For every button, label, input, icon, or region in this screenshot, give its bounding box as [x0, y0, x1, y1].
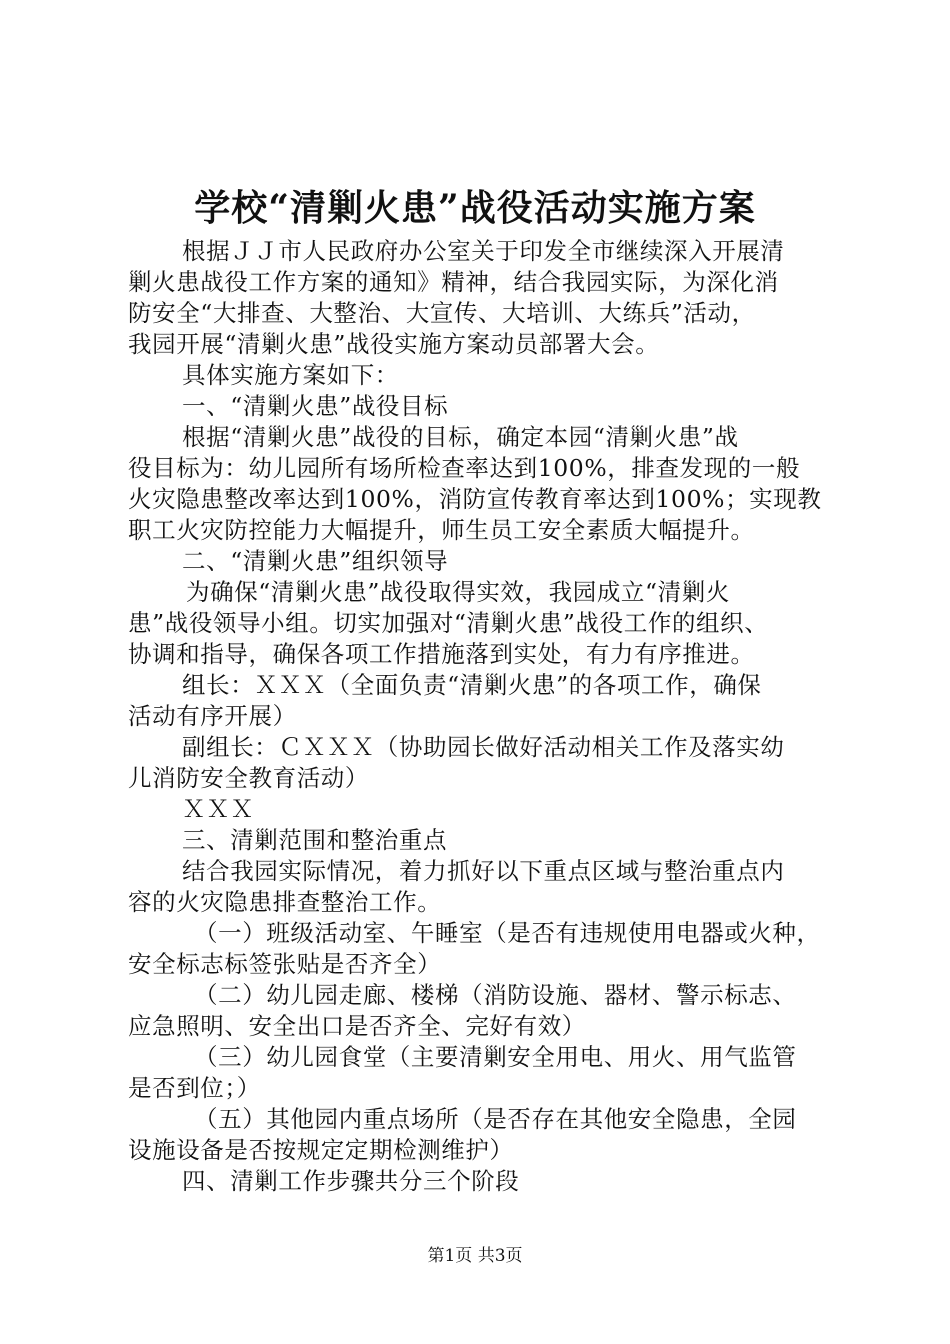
paragraph-line: 组长：ＸＸＸ（全面负责“清剿火患”的各项工作，确保 [182, 671, 762, 699]
paragraph-line: 役目标为：幼儿园所有场所检查率达到100%，排查发现的一般 [128, 454, 801, 482]
paragraph-line: 儿消防安全教育活动） [128, 764, 369, 792]
paragraph-line: 结合我园实际情况，着力抓好以下重点区域与整治重点内 [182, 857, 785, 885]
section-heading: 三、清剿范围和整治重点 [182, 826, 448, 854]
paragraph-line: 我园开展“清剿火患”战役实施方案动员部署大会。 [128, 330, 660, 358]
section-heading: 一、“清剿火患”战役目标 [182, 392, 449, 420]
paragraph-line: ＸＸＸ [182, 795, 255, 823]
paragraph-line: 剿火患战役工作方案的通知》精神，结合我园实际，为深化消 [128, 268, 779, 296]
paragraph-line: 防安全“大排查、大整治、大宣传、大培训、大练兵”活动， [128, 299, 756, 327]
list-item-line: （一）班级活动室、午睡室（是否有违规使用电器或火种， [194, 919, 821, 947]
paragraph-line: 为确保“清剿火患”战役取得实效，我园成立“清剿火 [186, 578, 730, 606]
paragraph-line: 职工火灾防控能力大幅提升，师生员工安全素质大幅提升。 [128, 516, 755, 544]
list-item-line: （三）幼儿园食堂（主要清剿安全用电、用火、用气监管 [194, 1043, 797, 1071]
paragraph-line: 副组长：ＣＸＸＸ（协助园长做好活动相关工作及落实幼 [182, 733, 785, 761]
paragraph-line: 容的火灾隐患排查整治工作。 [128, 888, 442, 916]
paragraph-line: 具体实施方案如下： [182, 361, 399, 389]
page-footer: 第1页 共3页 [427, 1246, 523, 1266]
paragraph-line: 根据ＪＪ市人民政府办公室关于印发全市继续深入开展清 [182, 237, 785, 265]
section-heading: 二、“清剿火患”组织领导 [182, 547, 449, 575]
paragraph-line: 火灾隐患整改率达到100%，消防宣传教育率达到100%；实现教 [128, 485, 822, 513]
list-item-line: （五）其他园内重点场所（是否存在其他安全隐患，全园 [194, 1105, 797, 1133]
list-item-line: 应急照明、安全出口是否齐全、完好有效） [128, 1012, 586, 1040]
section-heading: 四、清剿工作步骤共分三个阶段 [182, 1167, 520, 1195]
list-item-line: （二）幼儿园走廊、楼梯（消防设施、器材、警示标志、 [194, 981, 797, 1009]
document-body [128, 236, 838, 1197]
paragraph-line: 患”战役领导小组。切实加强对“清剿火患”战役工作的组织、 [128, 609, 769, 637]
paragraph-line: 活动有序开展） [128, 702, 297, 730]
list-item-line: 是否到位；） [128, 1074, 261, 1102]
paragraph-line: 根据“清剿火患”战役的目标，确定本园“清剿火患”战 [182, 423, 739, 451]
list-item-line: 安全标志标签张贴是否齐全） [128, 950, 442, 978]
document-title: 学校“清剿火患”战役活动实施方案 [194, 187, 756, 229]
list-item-line: 设施设备是否按规定定期检测维护） [128, 1136, 514, 1164]
paragraph-line: 协调和指导，确保各项工作措施落到实处，有力有序推进。 [128, 640, 755, 668]
